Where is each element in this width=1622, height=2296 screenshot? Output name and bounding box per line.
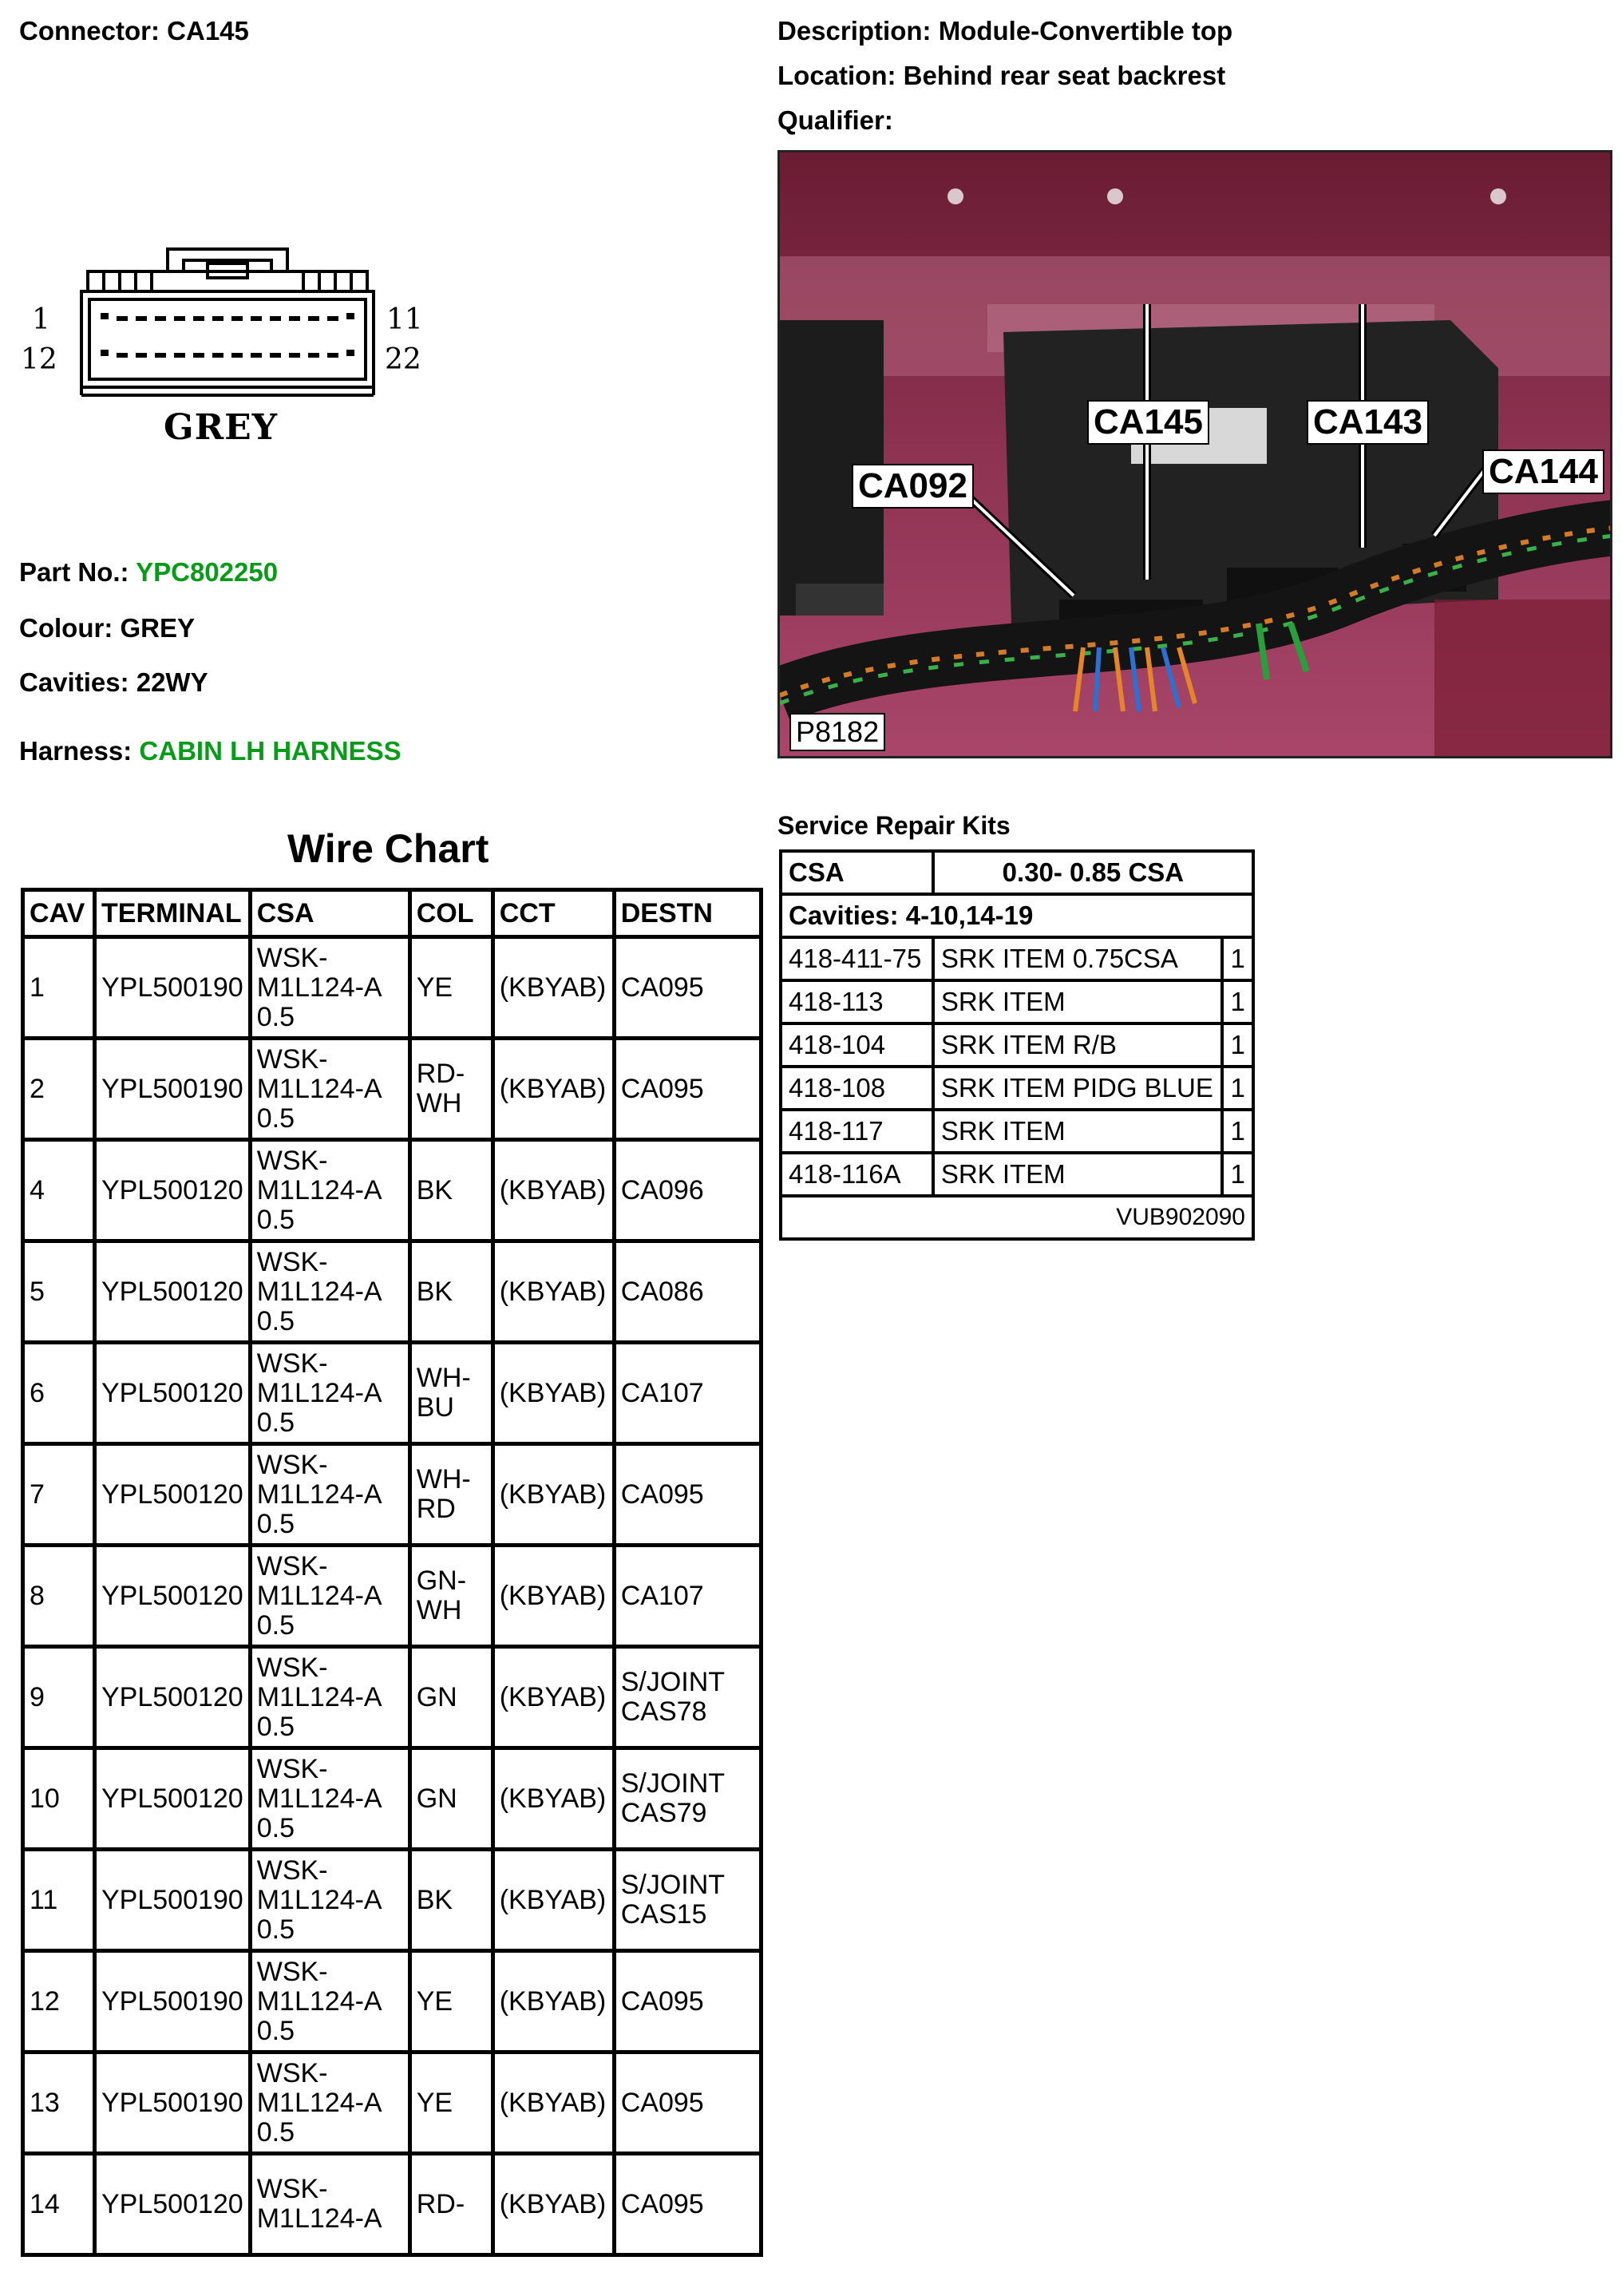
kit-item-row (781, 980, 1253, 1023)
harness-info (19, 736, 402, 766)
csa-line: M1L124-A (256, 1174, 382, 1205)
harness-label: Harness: (19, 736, 133, 766)
col-line: RD- (416, 1059, 465, 1089)
table-row (23, 1850, 762, 1951)
connector-colour-label: GREY (164, 407, 279, 448)
cav-cell: 6 (23, 1343, 95, 1444)
wire-chart-table (21, 888, 763, 2257)
csa-line: M1L124-A (256, 1479, 382, 1510)
pin-label-22: 22 (385, 343, 421, 376)
terminal-cell: YPL500120 (95, 1546, 251, 1647)
header-col: COL (409, 890, 493, 937)
destn-line: CA095 (620, 1073, 704, 1104)
description: Description: Module-Convertible top (777, 16, 1233, 46)
kits-csa-range: 0.30- 0.85 CSA (933, 851, 1253, 894)
destn-cell (614, 1140, 761, 1241)
connector-face-drawing (72, 239, 383, 399)
kits-csa-label: CSA (781, 851, 933, 894)
pin-label-1: 1 (32, 303, 50, 336)
table-row (23, 1241, 762, 1343)
csa-line: M1L124-A (256, 2087, 382, 2118)
col-cell (409, 2053, 493, 2154)
col-line: RD- (416, 2188, 465, 2219)
kit-item-qty: 1 (1222, 980, 1253, 1023)
csa-cell (250, 1039, 409, 1140)
cav-cell: 13 (23, 2053, 95, 2154)
kit-item-desc: SRK ITEM (933, 1110, 1223, 1153)
destn-cell (614, 1444, 761, 1546)
terminal-cell: YPL500190 (95, 1951, 251, 2053)
kit-item-row (781, 1153, 1253, 1196)
location-photo (777, 150, 1612, 758)
terminal-cell: YPL500190 (95, 2053, 251, 2154)
cav-cell: 9 (23, 1647, 95, 1748)
csa-line: M1L124-A (256, 1884, 382, 1915)
header-destn: DESTN (614, 890, 761, 937)
destn-cell (614, 2053, 761, 2154)
kit-item-qty: 1 (1222, 1067, 1253, 1110)
csa-line: WSK- (256, 1145, 328, 1176)
csa-line: 0.5 (256, 1711, 295, 1742)
col-line: WH- (416, 1464, 471, 1494)
kit-item-code: 418-411-75 (781, 937, 933, 980)
col-line: GN (416, 1681, 457, 1712)
csa-line: WSK- (256, 1550, 328, 1581)
kit-footer-row (781, 1196, 1253, 1239)
service-kits-table (779, 849, 1255, 1241)
csa-line: 0.5 (256, 1812, 295, 1843)
col-line: GN- (416, 1566, 467, 1596)
col-cell (409, 1850, 493, 1951)
callout-ca092: CA092 (852, 464, 974, 509)
terminal-cell: YPL500120 (95, 1241, 251, 1343)
terminal-cell: YPL500120 (95, 1748, 251, 1850)
destn-line: CA095 (620, 2087, 704, 2118)
kit-item-row (781, 1110, 1253, 1153)
csa-cell (250, 1444, 409, 1546)
wire-chart-title: Wire Chart (287, 826, 489, 871)
kits-csa-row (781, 851, 1253, 894)
callout-ca145: CA145 (1087, 400, 1209, 445)
csa-line: M1L124-A (256, 1580, 382, 1611)
terminal-cell: YPL500120 (95, 2154, 251, 2255)
kit-item-desc: SRK ITEM PIDG BLUE (933, 1067, 1223, 1110)
qualifier: Qualifier: (777, 105, 893, 135)
csa-cell (250, 1647, 409, 1748)
table-row (23, 1140, 762, 1241)
destn-line: CA095 (620, 972, 704, 1003)
col-cell (409, 1647, 493, 1748)
csa-line: 0.5 (256, 1407, 295, 1438)
destn-cell (614, 937, 761, 1039)
destn-line: S/JOINT (620, 1667, 726, 1697)
csa-line: M1L124-A (256, 2203, 382, 2234)
kit-item-qty: 1 (1222, 937, 1253, 980)
csa-cell (250, 1140, 409, 1241)
destn-line: CA086 (620, 1276, 704, 1307)
destn-cell (614, 1343, 761, 1444)
col-cell (409, 1140, 493, 1241)
destn-line: CAS79 (620, 1798, 707, 1828)
cct-cell: (KBYAB) (493, 1444, 614, 1546)
csa-line: WSK- (256, 1753, 328, 1784)
csa-line: M1L124-A (256, 1073, 382, 1104)
csa-line: WSK- (256, 1348, 328, 1379)
table-row (23, 1951, 762, 2053)
kit-item-desc: SRK ITEM (933, 1153, 1223, 1196)
cav-cell: 14 (23, 2154, 95, 2255)
harness-value[interactable]: CABIN LH HARNESS (139, 736, 402, 766)
kit-item-code: 418-117 (781, 1110, 933, 1153)
cav-cell: 11 (23, 1850, 95, 1951)
csa-line: WSK- (256, 2057, 328, 2088)
cavities-info: Cavities: 22WY (19, 667, 208, 697)
header-csa: CSA (250, 890, 409, 937)
callout-ca144: CA144 (1482, 449, 1604, 494)
kit-item-qty: 1 (1222, 1110, 1253, 1153)
terminal-cell: YPL500120 (95, 1140, 251, 1241)
csa-line: 0.5 (256, 1102, 295, 1134)
destn-cell (614, 1039, 761, 1140)
csa-line: 0.5 (256, 1914, 295, 1945)
col-cell (409, 1343, 493, 1444)
csa-line: 0.5 (256, 2015, 295, 2046)
cct-cell: (KBYAB) (493, 2154, 614, 2255)
cav-cell: 7 (23, 1444, 95, 1546)
destn-line: CA095 (620, 1985, 704, 2017)
terminal-cell: YPL500190 (95, 1850, 251, 1951)
pin-label-11: 11 (386, 303, 423, 336)
table-row (23, 2053, 762, 2154)
part-number-value[interactable]: YPC802250 (136, 557, 279, 587)
table-row (23, 1546, 762, 1647)
col-line: BK (416, 1276, 453, 1307)
destn-line: S/JOINT (620, 1768, 726, 1799)
kit-item-qty: 1 (1222, 1023, 1253, 1067)
col-line: WH- (416, 1363, 471, 1393)
col-line: BU (416, 1392, 454, 1423)
csa-cell (250, 2154, 409, 2255)
kit-item-desc: SRK ITEM R/B (933, 1023, 1223, 1067)
service-kits-title: Service Repair Kits (777, 811, 1011, 840)
csa-cell (250, 937, 409, 1039)
destn-cell (614, 1951, 761, 2053)
col-cell (409, 937, 493, 1039)
destn-line: CAS78 (620, 1696, 707, 1727)
col-cell (409, 1951, 493, 2053)
csa-line: WSK- (256, 1043, 328, 1075)
cct-cell: (KBYAB) (493, 2053, 614, 2154)
col-cell (409, 1748, 493, 1850)
kit-item-code: 418-104 (781, 1023, 933, 1067)
csa-line: 0.5 (256, 1204, 295, 1235)
destn-cell (614, 1546, 761, 1647)
kit-item-row (781, 1067, 1253, 1110)
cct-cell: (KBYAB) (493, 1039, 614, 1140)
destn-cell (614, 2154, 761, 2255)
csa-line: 0.5 (256, 2116, 295, 2148)
destn-cell (614, 1241, 761, 1343)
kit-item-code: 418-113 (781, 980, 933, 1023)
csa-line: WSK- (256, 2174, 328, 2204)
pin-label-12: 12 (21, 343, 57, 376)
destn-line: CA107 (620, 1377, 704, 1408)
destn-cell (614, 1850, 761, 1951)
csa-line: WSK- (256, 942, 328, 973)
destn-line: CA095 (620, 2188, 704, 2219)
destn-line: CAS15 (620, 1899, 707, 1930)
csa-cell (250, 1241, 409, 1343)
csa-line: WSK- (256, 1855, 328, 1886)
col-cell (409, 2154, 493, 2255)
col-line: GN (416, 1783, 457, 1814)
csa-line: 0.5 (256, 1305, 295, 1336)
cav-cell: 8 (23, 1546, 95, 1647)
cct-cell: (KBYAB) (493, 1343, 614, 1444)
cct-cell: (KBYAB) (493, 1748, 614, 1850)
table-row (23, 2154, 762, 2255)
cav-cell: 5 (23, 1241, 95, 1343)
cav-cell: 12 (23, 1951, 95, 2053)
terminal-cell: YPL500120 (95, 1343, 251, 1444)
header-cav: CAV (23, 890, 95, 937)
cct-cell: (KBYAB) (493, 1951, 614, 2053)
col-line: WH (416, 1595, 462, 1625)
csa-line: M1L124-A (256, 1783, 382, 1814)
csa-cell (250, 1748, 409, 1850)
destn-line: CA096 (620, 1174, 704, 1205)
kit-item-row (781, 937, 1253, 980)
csa-line: M1L124-A (256, 1681, 382, 1712)
header-cct: CCT (493, 890, 614, 937)
terminal-cell: YPL500120 (95, 1444, 251, 1546)
csa-line: M1L124-A (256, 972, 382, 1003)
kits-cavities: Cavities: 4-10,14-19 (781, 894, 1253, 937)
header-terminal: TERMINAL (95, 890, 251, 937)
wire-chart-header-row (23, 890, 762, 937)
cct-cell: (KBYAB) (493, 1140, 614, 1241)
kit-item-desc: SRK ITEM 0.75CSA (933, 937, 1223, 980)
photo-id-label: P8182 (789, 713, 885, 751)
callout-ca143: CA143 (1307, 400, 1429, 445)
cct-cell: (KBYAB) (493, 1241, 614, 1343)
destn-line: CA107 (620, 1580, 704, 1611)
cav-cell: 1 (23, 937, 95, 1039)
colour-info: Colour: GREY (19, 613, 195, 643)
col-line: RD (416, 1494, 456, 1524)
col-line: YE (416, 972, 453, 1003)
destn-cell (614, 1748, 761, 1850)
csa-line: WSK- (256, 1449, 328, 1480)
csa-cell (250, 1951, 409, 2053)
table-row (23, 1748, 762, 1850)
csa-line: 0.5 (256, 1508, 295, 1539)
destn-line: CA095 (620, 1479, 704, 1510)
csa-line: WSK- (256, 1246, 328, 1277)
kit-item-code: 418-108 (781, 1067, 933, 1110)
csa-line: 0.5 (256, 1609, 295, 1641)
csa-line: 0.5 (256, 1001, 295, 1032)
destn-cell (614, 1647, 761, 1748)
cav-cell: 2 (23, 1039, 95, 1140)
table-row (23, 1039, 762, 1140)
col-line: YE (416, 2087, 453, 2118)
destn-line: S/JOINT (620, 1870, 726, 1900)
cct-cell: (KBYAB) (493, 937, 614, 1039)
csa-line: M1L124-A (256, 1377, 382, 1408)
kit-item-row (781, 1023, 1253, 1067)
cct-cell: (KBYAB) (493, 1647, 614, 1748)
col-line: YE (416, 1985, 453, 2017)
csa-line: M1L124-A (256, 1276, 382, 1307)
csa-line: M1L124-A (256, 1985, 382, 2017)
csa-cell (250, 1850, 409, 1951)
table-row (23, 1444, 762, 1546)
csa-line: WSK- (256, 1956, 328, 1987)
col-line: BK (416, 1174, 453, 1205)
col-cell (409, 1546, 493, 1647)
part-number (19, 557, 278, 588)
table-row (23, 1343, 762, 1444)
csa-cell (250, 1546, 409, 1647)
table-row (23, 1647, 762, 1748)
col-cell (409, 1039, 493, 1140)
csa-line: WSK- (256, 1652, 328, 1683)
terminal-cell: YPL500190 (95, 1039, 251, 1140)
kit-footer-code: VUB902090 (781, 1196, 1253, 1239)
col-line: WH (416, 1088, 462, 1118)
csa-cell (250, 2053, 409, 2154)
terminal-cell: YPL500120 (95, 1647, 251, 1748)
connector-title: Connector: CA145 (19, 16, 249, 46)
connector-diagram (16, 239, 431, 463)
part-number-label: Part No.: (19, 557, 129, 587)
col-cell (409, 1444, 493, 1546)
kit-item-code: 418-116A (781, 1153, 933, 1196)
table-row (23, 937, 762, 1039)
cav-cell: 10 (23, 1748, 95, 1850)
csa-cell (250, 1343, 409, 1444)
cct-cell: (KBYAB) (493, 1546, 614, 1647)
col-line: BK (416, 1884, 453, 1915)
cct-cell: (KBYAB) (493, 1850, 614, 1951)
kits-cavities-row (781, 894, 1253, 937)
terminal-cell: YPL500190 (95, 937, 251, 1039)
kit-item-desc: SRK ITEM (933, 980, 1223, 1023)
kit-item-qty: 1 (1222, 1153, 1253, 1196)
col-cell (409, 1241, 493, 1343)
location: Location: Behind rear seat backrest (777, 61, 1226, 90)
cav-cell: 4 (23, 1140, 95, 1241)
